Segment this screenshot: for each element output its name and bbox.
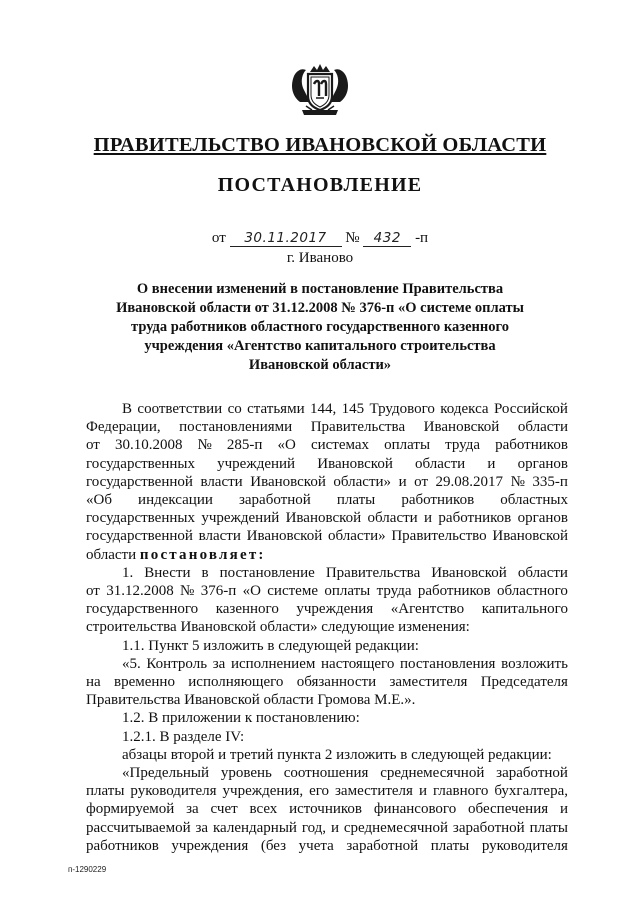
word: и: [559, 801, 568, 818]
word: возложить: [501, 655, 568, 672]
word: соответствии: [137, 401, 223, 417]
coat-of-arms-icon: [288, 62, 352, 118]
word: 376-п: [200, 583, 237, 600]
word: учреждений: [201, 510, 280, 527]
word: 145: [341, 401, 365, 417]
word: №: [180, 583, 195, 600]
body-line: [86, 764, 568, 782]
word: Контроль: [146, 655, 208, 672]
body-line: [86, 491, 568, 509]
word: государственной: [86, 473, 193, 490]
word: Федерации,: [86, 419, 161, 436]
word: Ивановской: [492, 528, 568, 545]
body-line: [86, 673, 568, 691]
word: платы: [430, 837, 470, 854]
word: от: [86, 437, 100, 454]
word: работников: [438, 510, 512, 527]
body-line: 1.1. Пункт 5 изложить в следующей редакции:: [122, 637, 419, 654]
word: работников: [86, 837, 159, 854]
word: казенного: [215, 601, 279, 618]
date-prefix: от: [211, 230, 226, 246]
word: 1.: [122, 564, 134, 581]
body-line: [86, 509, 568, 527]
word: со: [227, 401, 242, 417]
word: Российской: [493, 401, 568, 417]
word: области»: [327, 528, 386, 545]
word: 144,: [310, 401, 337, 417]
document-code: п-1290229: [68, 865, 107, 874]
word: и: [398, 473, 407, 490]
word: «Предельный: [122, 765, 210, 782]
word: заместителя: [389, 674, 468, 691]
word: исполняющего: [188, 674, 284, 691]
number-suffix: -п: [415, 230, 429, 246]
word: финансового: [373, 801, 457, 818]
word: календарный: [212, 819, 297, 836]
word: формируемой: [86, 801, 175, 818]
word: и: [424, 510, 433, 527]
word: государственного: [86, 601, 199, 618]
word: индексации: [138, 492, 213, 509]
word: заместителя: [335, 783, 413, 800]
word: 335-п: [532, 473, 568, 490]
document-heading: [100, 280, 540, 375]
word: работников: [417, 583, 491, 600]
word: рассчитываемой: [86, 819, 191, 836]
body-line: [86, 418, 568, 436]
body-text: области: [86, 546, 137, 563]
word: и: [418, 783, 427, 800]
word: учреждения: [296, 601, 374, 618]
word: среднемесячной: [380, 765, 485, 782]
word: «Агентство: [390, 601, 465, 618]
heading-line: труда работников областного государственного казенного: [131, 319, 509, 335]
word: Ивановской: [246, 528, 323, 545]
word: за: [212, 655, 226, 672]
word: областного: [496, 583, 568, 600]
heading-line: Ивановской области от 31.12.2008 № 376-п «О системе оплаты: [116, 300, 524, 316]
word: учреждений: [217, 455, 296, 472]
body-line: [86, 527, 568, 545]
body-line: [86, 782, 568, 800]
word: «Об: [86, 492, 112, 509]
word: платы: [529, 819, 568, 836]
body-line: [86, 819, 568, 837]
word: статьями: [247, 401, 305, 417]
word: В: [122, 401, 133, 417]
word: соотношения: [283, 765, 369, 782]
document-body: [86, 400, 568, 855]
word: заработной: [496, 765, 568, 782]
word: «О: [242, 583, 261, 600]
word: бухгалтера,: [494, 783, 568, 800]
word: системах: [310, 437, 370, 454]
word: среднемесячной: [343, 819, 448, 836]
word: областных: [500, 492, 568, 509]
word: обязанности: [296, 674, 377, 691]
word: временно: [114, 674, 175, 691]
word: области»: [333, 473, 392, 490]
word: постановления: [399, 655, 496, 672]
word: Председателя: [480, 674, 568, 691]
word: оплаты: [384, 437, 431, 454]
document-date: 30.11.2017: [230, 231, 342, 247]
word: главного: [432, 783, 489, 800]
body-line: [86, 800, 568, 818]
word: 29.08.2017: [435, 473, 504, 490]
word: оплаты: [324, 583, 371, 600]
government-title: ПРАВИТЕЛЬСТВО ИВАНОВСКОЙ ОБЛАСТИ: [93, 134, 547, 156]
word: 30.10.2008: [114, 437, 183, 454]
word: области: [415, 455, 466, 472]
word: обеспечения: [468, 801, 549, 818]
word: власти: [198, 528, 241, 545]
word: его: [309, 783, 330, 800]
word: Ивановской: [250, 473, 326, 490]
decree-word: постановляет:: [139, 546, 266, 563]
word: всех: [249, 801, 278, 818]
word: государственных: [86, 510, 195, 527]
word: труда: [445, 437, 481, 454]
word: власти: [200, 473, 243, 490]
word: №: [197, 437, 212, 454]
word: от: [86, 583, 100, 600]
body-line: [86, 455, 568, 473]
word: настоящего: [321, 655, 395, 672]
word: руководителя: [130, 783, 217, 800]
word: №: [510, 473, 525, 490]
word: Ивановской: [285, 510, 362, 527]
body-line: строительства Ивановской области» следующие изменения:: [86, 619, 470, 636]
body-line: [86, 473, 568, 491]
document-type: ПОСТАНОВЛЕНИЕ: [217, 174, 423, 196]
word: области: [517, 564, 568, 581]
word: Внести: [144, 564, 191, 581]
word: постановлениями: [179, 419, 293, 436]
word: и: [330, 819, 339, 836]
heading-line: учреждения «Агентство капитального строительства: [144, 338, 496, 354]
body-line: [86, 837, 568, 855]
word: платы: [336, 492, 376, 509]
word: от: [414, 473, 428, 490]
word: уровень: [220, 765, 272, 782]
word: постановление: [219, 564, 315, 581]
word: области: [367, 510, 418, 527]
word: труда: [376, 583, 412, 600]
body-line: [86, 600, 568, 618]
word: работников: [495, 437, 568, 454]
word: 285-п: [226, 437, 263, 454]
word: государственных: [86, 455, 195, 472]
word: Трудового: [369, 401, 435, 417]
number-label: №: [345, 230, 360, 246]
body-line: [86, 582, 568, 600]
word: учреждения: [171, 837, 249, 854]
heading-line: О внесении изменений в постановление Правительства: [136, 281, 504, 297]
body-line: [86, 546, 568, 564]
word: капитального: [481, 601, 568, 618]
date-number-line: [0, 230, 640, 247]
word: руководителя: [481, 837, 568, 854]
word: 31.12.2008: [106, 583, 174, 600]
word: Правительства: [310, 419, 406, 436]
word: учета: [298, 837, 334, 854]
word: системе: [267, 583, 318, 600]
word: за: [195, 819, 209, 836]
word: за: [186, 801, 199, 818]
body-line: [86, 655, 568, 673]
word: области: [517, 419, 568, 436]
city: г. Иваново: [286, 250, 354, 266]
word: заработной: [452, 819, 525, 836]
word: (без: [260, 837, 287, 854]
word: Ивановской: [431, 564, 507, 581]
word: в: [201, 564, 209, 581]
body-line: абзацы второй и третий пункта 2 изложить в следующей редакции:: [122, 746, 552, 763]
word: органов: [517, 455, 568, 472]
word: источников: [289, 801, 362, 818]
word: платы: [86, 783, 125, 800]
body-line: 1.2. В приложении к постановлению:: [122, 710, 360, 727]
word: Правительства: [325, 564, 421, 581]
word: кодекса: [440, 401, 489, 417]
word: счет: [210, 801, 238, 818]
word: «5.: [122, 655, 141, 672]
word: год,: [301, 819, 327, 836]
word: Ивановской: [423, 419, 500, 436]
body-line: [86, 564, 568, 582]
body-line: [86, 400, 568, 418]
word: учреждения,: [222, 783, 304, 800]
body-line: Правительства Ивановской области Громова М.Е.».: [86, 692, 416, 709]
word: органов: [517, 510, 568, 527]
word: государственной: [86, 528, 193, 545]
word: работников: [401, 492, 475, 509]
word: на: [86, 674, 101, 691]
word: заработной: [346, 837, 419, 854]
word: заработной: [238, 492, 311, 509]
word: «О: [277, 437, 296, 454]
body-line: [86, 436, 568, 454]
heading-line: Ивановской области»: [248, 357, 392, 373]
word: и: [487, 455, 496, 472]
word: Ивановской: [317, 455, 393, 472]
word: исполнением: [230, 655, 316, 672]
word: Правительство: [391, 528, 487, 545]
document-number: 432: [363, 231, 411, 247]
body-line: 1.2.1. В разделе IV:: [122, 728, 245, 745]
